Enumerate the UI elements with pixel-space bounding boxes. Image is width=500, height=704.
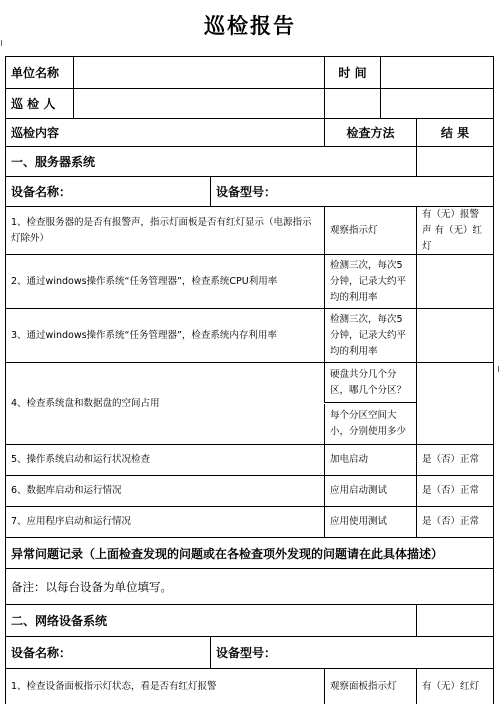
item-content: 2、通过windows操作系统“任务管理器”，检查系统CPU利用率 (11, 275, 278, 287)
item-result[interactable]: 是（否）正常 (416, 445, 493, 475)
blank-cell[interactable] (416, 147, 493, 176)
inspection-table (5, 56, 494, 704)
exception-row (6, 537, 493, 568)
item-content: 4、检查系统盘和数据盘的空间占用 (11, 397, 160, 409)
table-row (6, 254, 493, 308)
item-result[interactable] (416, 255, 493, 308)
result-header: 结 果 (416, 119, 493, 146)
device-model-label: 设备型号： (210, 177, 493, 206)
method-header: 检查方法 (324, 119, 416, 146)
network-section-title: 二、网络设备系统 (11, 614, 108, 628)
table-row (6, 444, 493, 475)
inspector-label: 巡 检 人 (11, 97, 56, 111)
unit-row (6, 57, 493, 88)
device-name-label: 设备名称： (11, 185, 72, 199)
table-row (6, 308, 493, 362)
content-header: 巡检内容 (11, 126, 60, 140)
server-device-row (6, 176, 493, 206)
note-row (6, 568, 493, 604)
margin-mark (1, 40, 2, 46)
item-method: 加电启动 (324, 445, 416, 475)
item-result[interactable] (416, 363, 493, 444)
item-content: 7、应用程序启动和运行情况 (11, 516, 132, 527)
item-result[interactable]: 有（无）红灯 (416, 669, 493, 704)
item-result[interactable]: 有（无）报警声 有（无）红灯 (416, 207, 493, 254)
margin-mark (498, 366, 499, 372)
time-label: 时 间 (324, 57, 380, 88)
blank-cell[interactable] (416, 605, 493, 636)
item-content: 6、数据库启动和运行情况 (11, 485, 122, 496)
inspector-row (6, 88, 493, 118)
report-title: 巡检报告 (204, 13, 296, 38)
item-result[interactable]: 是（否）正常 (416, 476, 493, 506)
item-method: 应用启动测试 (324, 476, 416, 506)
server-section-title: 一、服务器系统 (11, 155, 96, 169)
column-header-row (6, 118, 493, 146)
table-row (6, 362, 493, 444)
table-row (6, 668, 493, 704)
inspector-value[interactable] (73, 89, 324, 118)
item-method: 观察面板指示灯 (324, 669, 416, 704)
item-result[interactable]: 是（否）正常 (416, 507, 493, 537)
item-method: 检测三次，每次5分钟，记录大约平均的利用率 (324, 309, 416, 362)
item-method: 观察指示灯 (324, 207, 416, 254)
note-text[interactable]: 备注：以每台设备为单位填写。 (11, 579, 172, 594)
unit-name-value[interactable] (73, 57, 324, 88)
blank-cell[interactable] (324, 89, 380, 118)
item-content: 1、检查服务器的是否有报警声，指示灯面板是否有红灯显示（电源指示灯除外） (11, 216, 312, 244)
item-method: 硬盘共分几个分区，哪几个分区？ (324, 363, 416, 403)
item-content: 3、通过windows操作系统“任务管理器”，检查系统内存利用率 (11, 329, 277, 341)
blank-cell[interactable] (380, 89, 493, 118)
network-device-row (6, 636, 493, 668)
item-method: 应用使用测试 (324, 507, 416, 537)
device-model-label: 设备型号： (210, 637, 493, 668)
network-section-row (6, 604, 493, 636)
server-section-row (6, 146, 493, 176)
time-value[interactable] (380, 57, 493, 88)
table-row (6, 506, 493, 537)
exception-label: 异常问题记录（上面检查发现的问题或在各检查项外发现的问题请在此具体描述） (11, 546, 444, 561)
device-name-label: 设备名称： (11, 646, 72, 660)
table-row (6, 475, 493, 506)
table-row (6, 206, 493, 254)
item-content: 5、操作系统启动和运行状况检查 (11, 454, 151, 465)
item-method: 检测三次，每次5分钟，记录大约平均的利用率 (324, 255, 416, 308)
item-content: 1、检查设备面板指示灯状态，看是否有红灯报警 (11, 681, 217, 692)
item-result[interactable] (416, 309, 493, 362)
unit-name-label: 单位名称 (11, 66, 60, 80)
item-method-2: 每个分区空间大小，分别使用多少 (324, 404, 416, 444)
